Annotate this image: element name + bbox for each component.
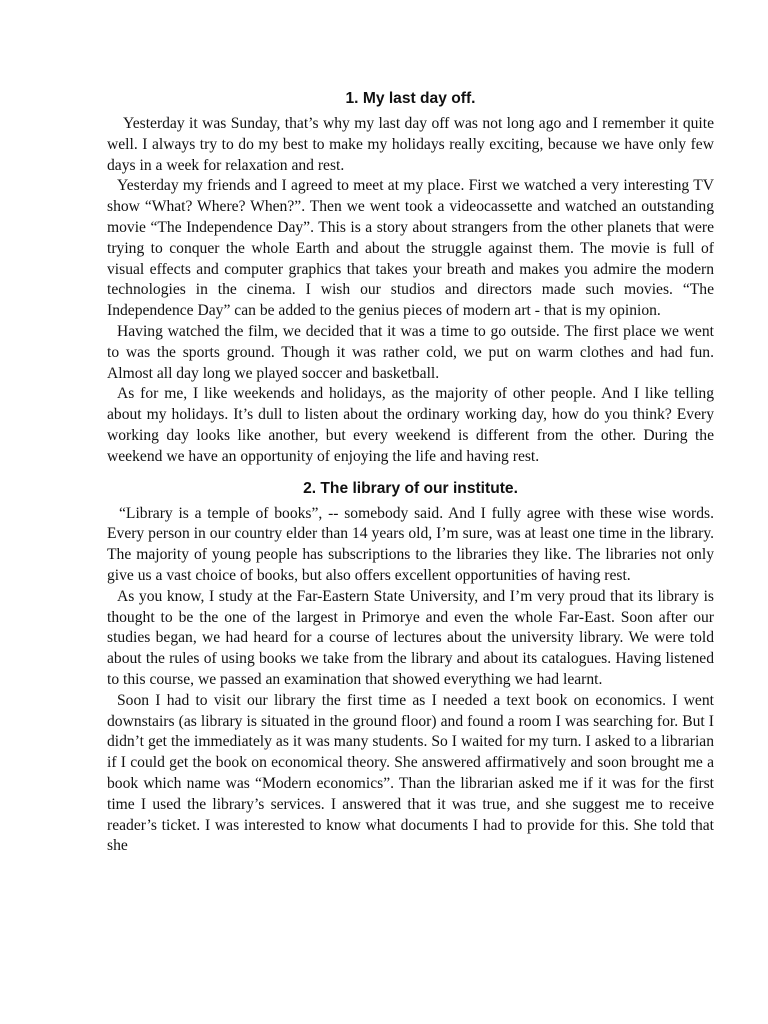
section-2-paragraph-3: Soon I had to visit our library the first time as I needed a text book on economics. I went downstairs (as library is situated in the ground floor) and found a room I was searching for. But I didn’t get the immediately as it was many students. So I waited for my turn. I asked to a librarian if I could get the book on economical theory. She answered affirmatively and soon brought me a book which name was “Modern economics”. Than the librarian asked me if it was for the first time I used the library’s services. I answered that it was true, and she suggest me to receive reader’s ticket. I was interested to know what documents I had to provide for this. She told that she [107,691,714,855]
section-1-paragraph-2: Yesterday my friends and I agreed to meet at my place. First we watched a very interesting TV show “What? Where? When?”. Then we went took a videocassette and watched an outstanding movie “The Independence Day”. This is a story about strangers from the other planets that were trying to conquer the whole Earth and about the struggle against them. The movie is full of visual effects and computer graphics that takes your breath and makes you admire the modern technologies in the cinema. I wish our studios and directors made such movies. “The Independence Day” can be added to the genius pieces of modern art - that is my opinion. [107,177,714,320]
section-2-title: 2. The library of our institute. [303,479,518,497]
section-2-paragraph-2: As you know, I study at the Far-Eastern State University, and I’m very proud that its library is thought to be the one of the largest in Primorye and even the whole Far-East. Soon after our studies began, we had heard for a course of lectures about the university library. We were told about the rules of using books we take from the library and about its catalogues. Having listened to this course, we passed an examination that showed everything we had learnt. [107,587,714,688]
section-1-paragraph-3: Having watched the film, we decided that it was a time to go outside. The first place we went to was the sports ground. Though it was rather cold, we put on warm clothes and had fun. Almost all day long we played soccer and basketball. [107,322,714,382]
section-1-paragraph-1: Yesterday it was Sunday, that’s why my last day off was not long ago and I remember it quite well. I always try to do my best to make my holidays really exciting, because we have only few days in a week for relaxation and rest. [107,115,714,174]
section-2-paragraph-1: “Library is a temple of books”, -- somebody said. And I fully agree with these wise words. Every person in our country elder than 14 years old, I’m sure, was at least one time in the library. The majority of young people has subscriptions to the libraries they like. The libraries not only give us a vast choice of books, but also offers excellent opportunities of having rest. [107,504,714,584]
section-1-paragraph-4: As for me, I like weekends and holidays, as the majority of other people. And I like telling about my holidays. It’s dull to listen about the ordinary working day, how do you think? Every working day looks like another, but every weekend is different from the other. During the weekend we have an opportunity of enjoying the life and having rest. [107,385,714,465]
section-1-title: 1. My last day off. [345,90,476,107]
document-page [107,88,714,857]
